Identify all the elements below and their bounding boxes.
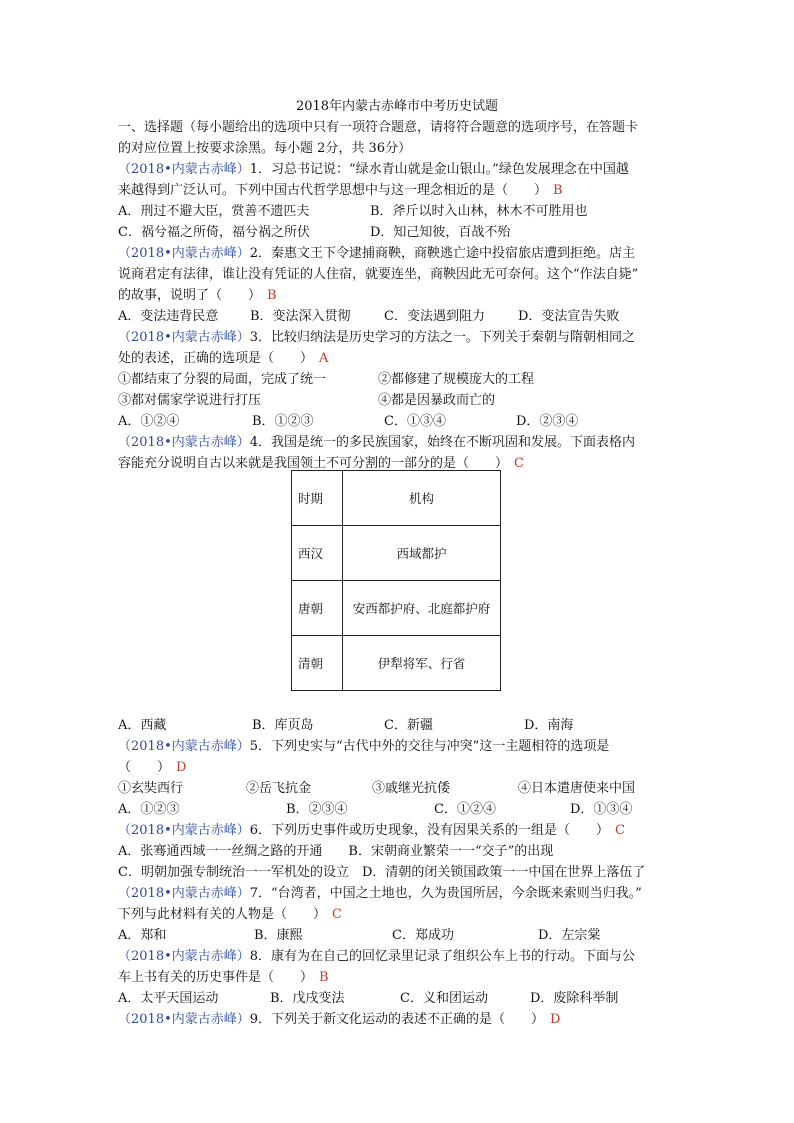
option-c: C．变法遇到阻力 [384, 309, 485, 324]
q9-stem: （2018•内蒙古赤峰）9．下列关于新文化运动的表述不正确的是（ ） D [118, 1012, 561, 1027]
table-cell: 唐朝 [292, 581, 343, 636]
q6-stem: （2018•内蒙古赤峰）6．下列历史事件或历史现象，没有因果关系的一组是（ ） C [118, 823, 625, 838]
source-tag: （2018•内蒙古赤峰） [118, 162, 250, 177]
source-tag: （2018•内蒙古赤峰） [118, 1012, 250, 1027]
table-cell: 西域都护 [343, 526, 501, 581]
statement-4: ④日本遣唐使来中国 [518, 781, 636, 796]
option-a: A．太平天国运动 [118, 991, 219, 1006]
source-tag: （2018•内蒙古赤峰） [118, 330, 250, 345]
q3-stem-cont: 处的表述，正确的选项是（ ） A [118, 351, 329, 366]
option-c: C．①③④ [384, 414, 446, 429]
source-tag: （2018•内蒙古赤峰） [118, 949, 250, 964]
q7-stem: （2018•内蒙古赤峰）7．“台湾者，中国之土地也，久为贵国所居，今余既来索则当归我。” [118, 886, 642, 901]
q4-stem: （2018•内蒙古赤峰）4．我国是统一的多民族国家，始终在不断巩固和发展。下面表格内 [118, 435, 636, 450]
option-d: D．南海 [524, 718, 574, 733]
option-a: A．刑过不避大臣，赏善不遗匹夫 [118, 204, 310, 219]
option-d: D．①③④ [570, 802, 633, 817]
q4-stem-cont: 容能充分说明自古以来就是我国领土不可分割的一部分的是（ ） C [118, 456, 524, 471]
option-c: C．郑成功 [392, 928, 454, 943]
option-a: A．变法违背民意 [118, 309, 219, 324]
option-d: D．②③④ [516, 414, 579, 429]
dynasty-table [291, 470, 501, 691]
source-tag: （2018•内蒙古赤峰） [118, 246, 250, 261]
source-tag: （2018•内蒙古赤峰） [118, 739, 250, 754]
table-row [292, 526, 501, 581]
option-d: D．知己知彼，百战不殆 [370, 225, 511, 240]
statement-3: ③戚继光抗倭 [372, 781, 451, 796]
table-row [292, 581, 501, 636]
table-header: 时期 [292, 471, 343, 526]
option-c: C．新疆 [384, 718, 433, 733]
statement-1: ①玄奘西行 [118, 781, 184, 796]
statement-4: ④都是因暴政而亡的 [378, 393, 496, 408]
table-cell: 西汉 [292, 526, 343, 581]
q6-options-row2: C．明朝加强专制统治一一军机处的设立 D．清朝的闭关锁国政策一一中国在世界上落伍了 [118, 865, 646, 880]
statement-1: ①都结束了分裂的局面，完成了统一 [118, 372, 327, 387]
page-title: 2018年内蒙古赤峰市中考历史试题 [295, 99, 499, 114]
q1-stem: （2018•内蒙古赤峰）1．习总书记说：“绿水青山就是金山银山。”绿色发展理念在中国越 [118, 162, 629, 177]
option-b: B．康熙 [254, 928, 303, 943]
option-a: A．①②④ [118, 414, 180, 429]
answer-key: B [319, 970, 329, 985]
answer-key: D [176, 760, 187, 775]
option-b: B．库页岛 [252, 718, 314, 733]
section-heading-cont: 的对应位置上按要求涂黑。每小题 2分，共 36分） [118, 141, 412, 156]
option-b: B．变法深入贯彻 [250, 309, 351, 324]
table-cell: 安西都护府、北庭都护府 [343, 581, 501, 636]
statement-2: ②岳飞抗金 [246, 781, 312, 796]
table-header: 机构 [343, 471, 501, 526]
answer-key: B [267, 288, 277, 303]
source-tag: （2018•内蒙古赤峰） [118, 823, 250, 838]
answer-key: A [319, 351, 329, 366]
statement-3: ③都对儒家学说进行打压 [118, 393, 262, 408]
q8-stem-cont: 车上书有关的历史事件是（ ） B [118, 970, 329, 985]
q5-stem: （2018•内蒙古赤峰）5．下列史实与“古代中外的交往与冲突”这一主题相符的选项是 [118, 739, 610, 754]
q1-stem-cont: 来越得到广泛认可。下列中国古代哲学思想中与这一理念相近的是（ ） B [118, 183, 563, 198]
q2-stem-cont2: 的故事，说明了（ ） B [118, 288, 277, 303]
q6-options-row1: A．张骞通西域一一丝绸之路的开通 B．宋朝商业繁荣一一“交子”的出现 [118, 844, 554, 859]
q2-stem: （2018•内蒙古赤峰）2．秦惠文王下令逮捕商鞅，商鞅逃亡途中投宿旅店遭到拒绝。店主 [118, 246, 636, 261]
answer-key: D [550, 1012, 561, 1027]
option-b: B．①②③ [252, 414, 314, 429]
table-cell: 伊犁将军、行省 [343, 636, 501, 691]
option-c: C．义和团运动 [400, 991, 488, 1006]
table-row [292, 636, 501, 691]
table-header-row [292, 471, 501, 526]
option-b: B．②③④ [286, 802, 348, 817]
answer-key: B [553, 183, 563, 198]
option-d: D．废除科举制 [530, 991, 619, 1006]
option-a: A．①②③ [118, 802, 180, 817]
q5-stem-cont: （ ） D [118, 760, 187, 775]
q2-stem-cont: 说商君定有法律，谁让没有凭证的人住宿，就要连坐，商鞅因此无可奈何。这个“作法自毙” [118, 267, 639, 282]
section-heading: 一、选择题（每小题给出的选项中只有一项符合题意，请将符合题意的选项序号，在答题卡 [118, 120, 639, 135]
option-d: D．左宗棠 [538, 928, 601, 943]
option-b: B．戊戌变法 [270, 991, 345, 1006]
answer-key: C [615, 823, 625, 838]
q8-stem: （2018•内蒙古赤峰）8．康有为在自己的回忆录里记录了组织公车上书的行动。下面与公 [118, 949, 636, 964]
option-b: B．斧斤以时入山林，林木不可胜用也 [370, 204, 588, 219]
source-tag: （2018•内蒙古赤峰） [118, 435, 250, 450]
option-c: C．①②④ [434, 802, 496, 817]
option-a: A．西藏 [118, 718, 167, 733]
source-tag: （2018•内蒙古赤峰） [118, 886, 250, 901]
answer-key: C [514, 456, 524, 471]
option-d: D．变法宣告失败 [518, 309, 620, 324]
option-a: A．郑和 [118, 928, 167, 943]
answer-key: C [332, 907, 342, 922]
option-c: C．祸兮福之所倚，福兮祸之所伏 [118, 225, 310, 240]
statement-2: ②都修建了规模庞大的工程 [378, 372, 535, 387]
q7-stem-cont: 下列与此材料有关的人物是（ ） C [118, 907, 342, 922]
q3-stem: （2018•内蒙古赤峰）3．比较归纳法是历史学习的方法之一。下列关于秦朝与隋朝相同之 [118, 330, 636, 345]
table-cell: 清朝 [292, 636, 343, 691]
